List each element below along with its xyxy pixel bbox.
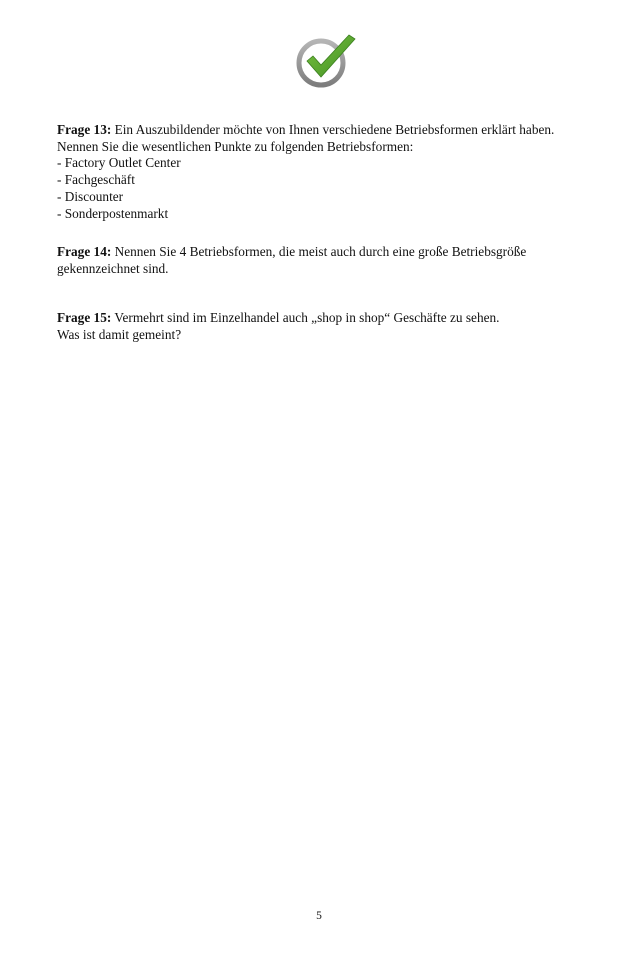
question-15-line: Was ist damit gemeint? — [57, 326, 182, 342]
question-14 — [57, 244, 597, 277]
question-15-first-line — [57, 310, 597, 327]
question-13-list-item: - Discounter — [57, 188, 124, 204]
question-13-list-item: - Sonderpostenmarkt — [57, 205, 169, 221]
question-14-text: Nennen Sie 4 Betriebsformen, die meist auch durch eine große Betriebsgröße — [111, 244, 527, 259]
question-13-first-line — [57, 122, 597, 139]
question-13-list-item: - Fachgeschäft — [57, 172, 135, 188]
question-14-line: gekennzeichnet sind. — [57, 260, 169, 276]
question-13-text: Ein Auszubildender möchte von Ihnen verschiedene Betriebsformen erklärt haben. — [111, 122, 555, 137]
question-15-label: Frage 15: — [57, 310, 112, 325]
question-13-label: Frage 13: — [57, 122, 112, 137]
question-13-line: Nennen Sie die wesentlichen Punkte zu folgenden Betriebsformen: — [57, 138, 414, 154]
question-15 — [57, 310, 597, 343]
question-14-label: Frage 14: — [57, 244, 112, 259]
checkmark-logo-icon — [293, 31, 359, 89]
page-number: 5 — [316, 910, 322, 922]
question-14-first-line — [57, 244, 597, 261]
question-15-text: Vermehrt sind im Einzelhandel auch „shop in shop“ Geschäfte zu sehen. — [111, 310, 500, 325]
question-13 — [57, 122, 597, 222]
question-13-list-item: - Factory Outlet Center — [57, 155, 181, 171]
